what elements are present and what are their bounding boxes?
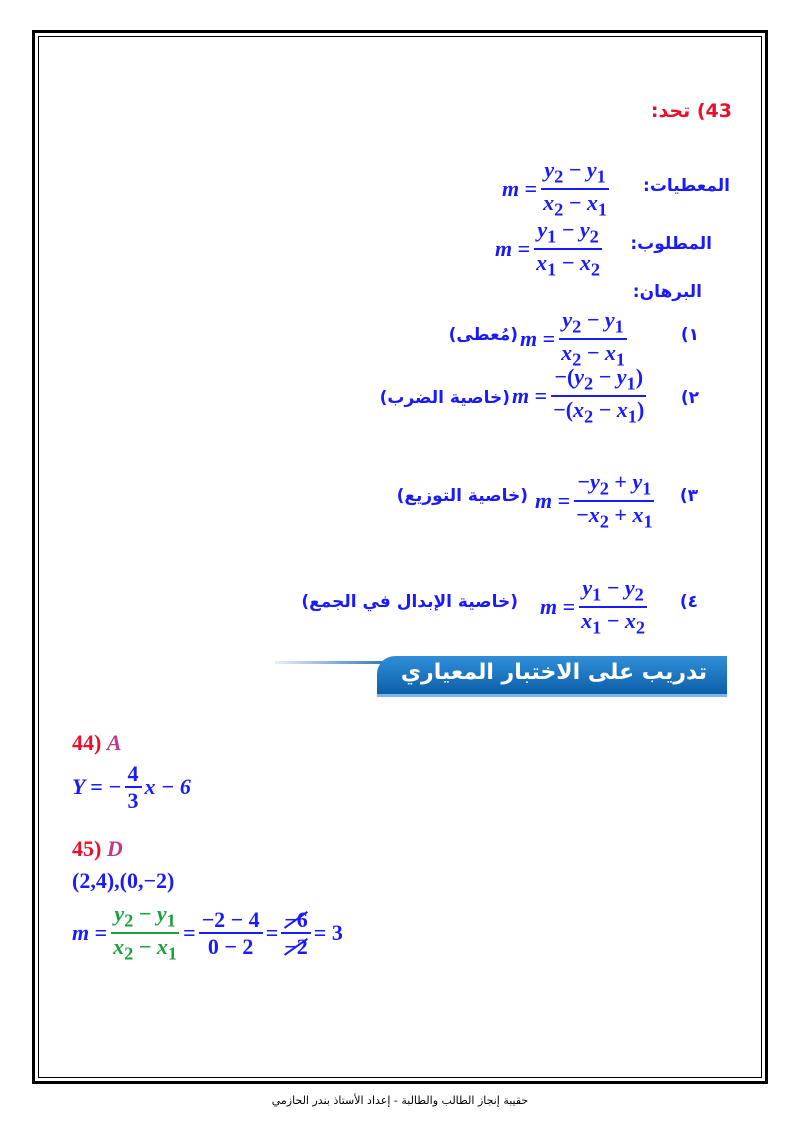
problem-45-slope: m = $\frac{y_2 - y_1}{x_2 - x_1}$ = $\frac{-2 - 4}{0 - 2}$ = $\frac{-6}{-2}$ = 3 (72, 901, 343, 964)
step-2-reason: (خاصية الضرب) (379, 388, 510, 408)
proof-label: البرهان: (632, 282, 702, 302)
problem-44-answer: A (106, 730, 122, 755)
step-2-formula: m = $\frac{-(y_2 - y_1)}{-(x_2 - x_1)}$ (512, 364, 645, 427)
banner-line (275, 661, 395, 664)
problem-45-answer: D (106, 836, 123, 861)
problem-44-equation (72, 762, 191, 812)
step-3-reason: (خاصية التوزيع) (396, 486, 528, 506)
step-4-number: ٤) (679, 592, 698, 612)
step-1-number: ١) (680, 325, 699, 345)
given-formula: m = $\frac{y_2 - y_1}{x_2 - x_1}$ (502, 157, 608, 220)
equation-lhs: Y = − (72, 774, 122, 800)
problem-45-number: 45) (72, 836, 102, 861)
problem-45-points: (2,4),(0,−2) (72, 868, 175, 893)
given-label: المعطيات: (643, 176, 730, 196)
banner-title: تدريب على الاختبار المعياري (400, 660, 707, 685)
step-2-number: ٢) (680, 388, 699, 408)
problem-44-number: 44) (72, 730, 102, 755)
frac-numerator: 4 (125, 762, 142, 788)
required-formula: m = $\frac{y_1 - y_2}{x_1 - x_2}$ (495, 217, 601, 280)
equation-rhs: x − 6 (144, 774, 191, 800)
step-4-formula: m = $\frac{y_1 - y_2}{x_1 - x_2}$ (540, 575, 646, 638)
step-4-reason: (خاصية الإبدال في الجمع) (301, 592, 518, 612)
step-3-formula: m = $\frac{-y_2 + y_1}{-x_2 + x_1}$ (535, 469, 653, 532)
step-3-number: ٣) (679, 486, 698, 506)
problem-44-header (72, 730, 122, 756)
problem-43-title: 43) تحد: (650, 100, 732, 122)
banner-bar (377, 656, 727, 697)
section-banner (275, 656, 727, 698)
frac-denominator: 3 (127, 788, 139, 814)
step-1-formula: m = $\frac{y_2 - y_1}{x_2 - x_1}$ (520, 307, 626, 370)
footer-text: حقيبة إنجاز الطالب والطالبة - إعداد الأستاذ بندر الحازمي (271, 1094, 529, 1107)
required-label: المطلوب: (630, 234, 712, 254)
step-1-reason: (مُعطى) (448, 325, 518, 345)
slope-result: = 3 (313, 919, 343, 945)
problem-45-header (72, 836, 123, 862)
